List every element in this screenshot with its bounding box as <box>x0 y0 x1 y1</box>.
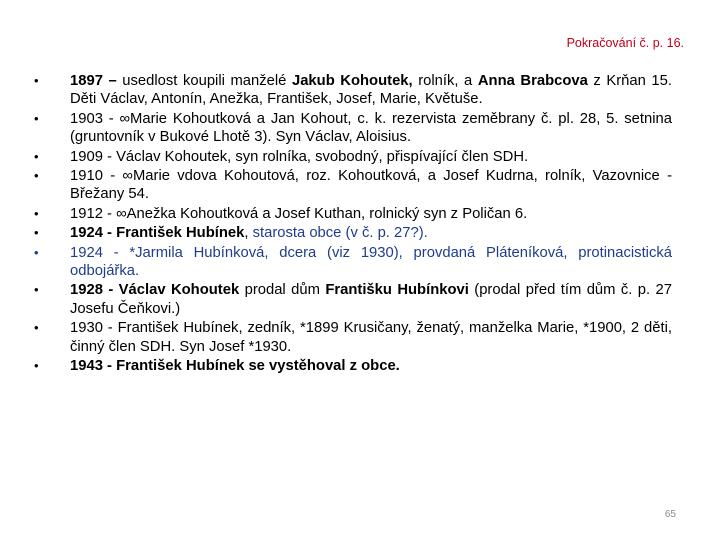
list-item: • 1928 - Václav Kohoutek prodal dům Františku Hubínkovi (prodal před tím dům č. p. 27 Josefu Čeňkovi.) <box>34 281 672 318</box>
list-item: • 1924 - František Hubínek, starosta obce (v č. p. 27?). <box>34 224 672 242</box>
list-item: • 1903 - ∞Marie Kohoutková a Jan Kohout, c. k. rezervista zeměbrany č. pl. 28, 5. setnina (gruntovník v Bukové Lhotě 3). Syn Václav, Aloisius. <box>34 110 672 147</box>
list-item: • 1943 - František Hubínek se vystěhoval z obce. <box>34 357 672 375</box>
list-item: • 1912 - ∞Anežka Kohoutková a Josef Kuthan, rolnický syn z Poličan 6. <box>34 205 672 223</box>
list-item: • 1924 - *Jarmila Hubínková, dcera (viz 1930), provdaná Pláteníková, protinacistická odbojářka. <box>34 244 672 281</box>
list-item: • 1930 - František Hubínek, zedník, *1899 Krusičany, ženatý, manželka Marie, *1900, 2 děti, činný člen SDH. Syn Josef *1930. <box>34 319 672 356</box>
entry-year-owner: 1928 - Václav Kohoutek <box>70 282 240 299</box>
owner-name: Jakub Kohoutek, <box>291 73 413 89</box>
continuation-header: Pokračování č. p. 16. <box>566 36 684 50</box>
entry-year-owner: 1924 - František Hubínek <box>70 225 245 242</box>
entry-year: 1897 – <box>70 73 123 89</box>
page-number: 65 <box>664 509 676 520</box>
buyer-name: Františku Hubínkovi <box>325 282 469 299</box>
list-item: • 1909 - Václav Kohoutek, syn rolníka, svobodný, přispívající člen SDH. <box>34 148 672 166</box>
owner-name: Anna Brabcova <box>477 73 588 89</box>
mayor-note: starosta obce (v č. p. 27?). <box>252 225 428 242</box>
list-item: • 1897 – usedlost koupili manželé Jakub Kohoutek, rolník, a Anna Brabcova z Krňan 15. Děti Václav, Antonín, Anežka, František, Josef, Marie, Květuše. <box>34 72 672 109</box>
list-item: • 1910 - ∞Marie vdova Kohoutová, roz. Kohoutková, a Josef Kudrna, rolník, Vazovnice - Břežany 54. <box>34 167 672 204</box>
history-list <box>34 72 672 377</box>
